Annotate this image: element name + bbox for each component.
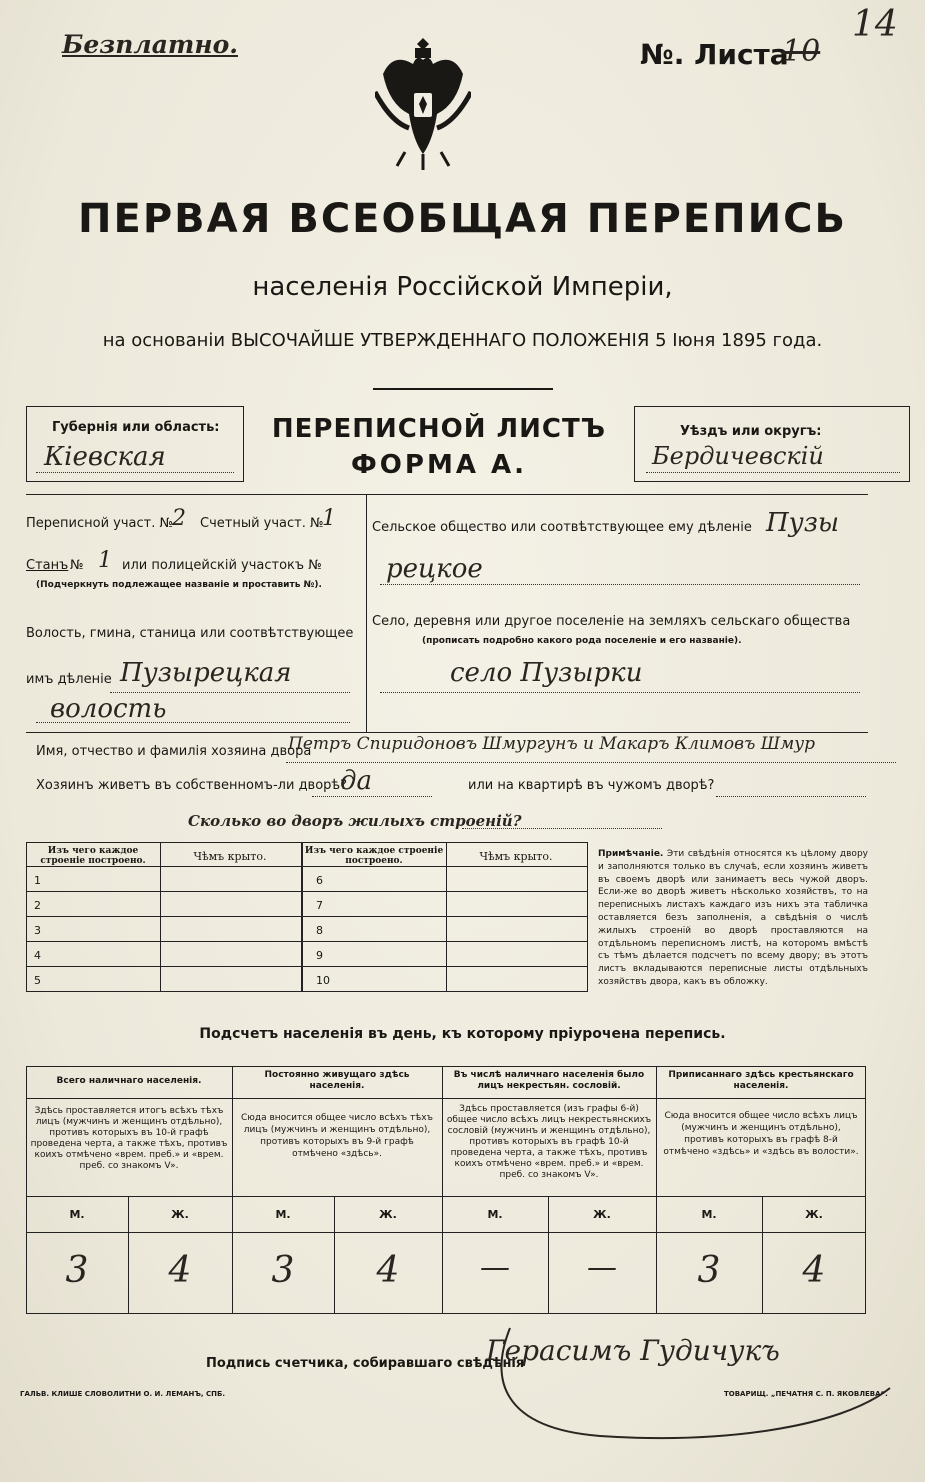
pop-col-head: Постоянно живущаго здѣсь населенія. bbox=[264, 1070, 410, 1091]
pop-male-value[interactable]: — bbox=[480, 1250, 510, 1285]
row-number: 3 bbox=[34, 924, 41, 937]
pop-female-value[interactable]: 4 bbox=[168, 1250, 192, 1291]
province-value[interactable]: Кіевская bbox=[44, 442, 166, 472]
society-label: Сельское общество или соотвѣтствующее ему дѣленіе bbox=[372, 520, 752, 535]
pop-male-value[interactable]: 3 bbox=[271, 1250, 295, 1291]
row-number: 4 bbox=[34, 949, 41, 962]
form-name: ФОРМА А. bbox=[351, 450, 527, 480]
society-value-1[interactable]: Пузы bbox=[766, 508, 840, 538]
row-number: 8 bbox=[316, 924, 323, 937]
row-number: 2 bbox=[34, 899, 41, 912]
enumerator-signature[interactable]: Герасимъ Гудичукъ bbox=[486, 1334, 780, 1367]
main-title: ПЕРВАЯ ВСЕОБЩАЯ ПЕРЕПИСЬ bbox=[78, 196, 847, 242]
row-number: 9 bbox=[316, 949, 323, 962]
sheet-number-label: №. Листа bbox=[640, 38, 789, 71]
volost-label-2: имъ дѣленіе bbox=[26, 672, 112, 687]
stan-no-label: № bbox=[70, 558, 84, 573]
pop-female-value[interactable]: 4 bbox=[376, 1250, 400, 1291]
female-label: Ж. bbox=[171, 1208, 189, 1221]
owns-yard-label: Хозяинъ живетъ въ собственномъ-ли дворѣ? bbox=[36, 778, 348, 793]
pop-male-value[interactable]: 3 bbox=[697, 1250, 721, 1291]
imperial-eagle-emblem-icon bbox=[375, 34, 471, 174]
male-label: М. bbox=[69, 1208, 85, 1221]
volost-value-2[interactable]: волость bbox=[50, 694, 167, 724]
police-label: или полицейскій участокъ № bbox=[122, 558, 322, 573]
signature-label: Подпись счетчика, собиравшаго свѣдѣнія bbox=[206, 1356, 525, 1371]
district-label: Уѣздъ или округъ: bbox=[680, 424, 822, 439]
pop-col-desc: Здѣсь проставляется итогъ всѣхъ тѣхъ лицъ (мужчинъ и женщинъ отдѣльно), противъ которыхъ въ 10-й графѣ проведена черта, а также тѣхъ, противъ коихъ отмѣчено «врем. преб.» и «врем. преб. со знакомъ V». bbox=[30, 1106, 228, 1171]
census-area-label: Переписной участ. № bbox=[26, 516, 173, 531]
pop-col-desc: Сюда вносится общее число всѣхъ тѣхъ лицъ (мужчинъ и женщинъ отдѣльно), противъ которыхъ въ 9-й графѣ отмѣчено «здѣсь». bbox=[241, 1113, 433, 1159]
pop-col-head: Въ числѣ наличнаго населенія было лицъ некрестьян. сословій. bbox=[453, 1070, 645, 1091]
pop-col-desc: Сюда вносится общее число всѣхъ лицъ (мужчинъ и женщинъ отдѣльно), противъ которыхъ въ графѣ 8-й отмѣчено «здѣсь» и «здѣсь въ волости». bbox=[663, 1111, 859, 1157]
note-block bbox=[598, 848, 868, 989]
pop-col-desc: Здѣсь проставляется (изъ графы 6-й) общее число всѣхъ лицъ некрестьянскихъ сословій (мужчинъ и женщинъ отдѣльно), противъ которыхъ въ графѣ 10-й проведена черта, а также тѣхъ, противъ коихъ отмѣчено «врем. преб.» и «врем. преб. со знакомъ V». bbox=[446, 1104, 652, 1180]
buildings-col-roof: Чѣмъ крыто. bbox=[479, 850, 553, 863]
form-title: ПЕРЕПИСНОЙ ЛИСТЪ bbox=[271, 414, 607, 444]
note-text: Эти свѣдѣнія относятся къ цѣлому двору и заполняются только въ случаѣ, если хозяинъ живетъ въ своемъ дворѣ или занимаетъ весь чужой дворъ. Если-же во дворѣ живетъ нѣсколько хозяйствъ, то на переписныхъ листахъ каждаго изъ нихъ эта табличка оставляется безъ заполненія, а свѣдѣнія о числѣ жилыхъ строеній во дворѣ проставляются на отдѣльномъ переписномъ листѣ, на которомъ вмѣстѣ съ тѣмъ дѣлается подсчетъ по всему двору; въ этотъ листъ вкладываются переписные листы отдѣльныхъ хозяйствъ двора, какъ въ обложку. bbox=[598, 849, 868, 987]
female-label: Ж. bbox=[593, 1208, 611, 1221]
count-area-value[interactable]: 1 bbox=[322, 506, 336, 531]
male-label: М. bbox=[275, 1208, 291, 1221]
census-area-value[interactable]: 2 bbox=[172, 506, 186, 531]
district-value[interactable]: Бердичевскій bbox=[652, 442, 824, 470]
buildings-col-roof: Чѣмъ крыто. bbox=[193, 850, 267, 863]
free-label: Безплатно. bbox=[62, 30, 238, 59]
pop-female-value[interactable]: — bbox=[587, 1250, 617, 1285]
row-number: 10 bbox=[316, 974, 330, 987]
village-note: (прописать подробно какого рода поселеніе и его названіе). bbox=[422, 636, 742, 646]
owns-yard-value[interactable]: да bbox=[340, 766, 372, 796]
male-label: М. bbox=[701, 1208, 717, 1221]
underline-note: (Подчеркнуть подлежащее названіе и проставить №). bbox=[36, 580, 322, 590]
subtitle: населенія Россійской Имперіи, bbox=[252, 272, 673, 302]
rents-label: или на квартирѣ въ чужомъ дворѣ? bbox=[468, 778, 715, 793]
signature-flourish-icon bbox=[480, 1318, 900, 1448]
village-value[interactable]: село Пузырки bbox=[450, 658, 643, 688]
row-number: 6 bbox=[316, 874, 323, 887]
sheet-number-value: 10 bbox=[782, 34, 821, 69]
ornament-divider bbox=[373, 385, 553, 393]
village-label: Село, деревня или другое поселеніе на земляхъ сельскаго общества bbox=[372, 614, 851, 629]
stan-value[interactable]: 1 bbox=[98, 548, 112, 573]
owner-name-label: Имя, отчество и фамилія хозяина двора bbox=[36, 744, 312, 759]
province-label: Губернія или область: bbox=[52, 420, 220, 435]
female-label: Ж. bbox=[805, 1208, 823, 1221]
owner-name-value[interactable]: Петръ Спиридоновъ Шмургунъ и Макаръ Климовъ Шмур bbox=[288, 734, 815, 754]
volost-label-1: Волость, гмина, станица или соотвѣтствующее bbox=[26, 626, 354, 641]
pop-female-value[interactable]: 4 bbox=[802, 1250, 826, 1291]
count-area-label: Счетный участ. № bbox=[200, 516, 324, 531]
buildings-col-material: Изъ чего каждое строеніе построено. bbox=[304, 846, 444, 866]
buildings-col-material: Изъ чего каждое строеніе построено. bbox=[40, 846, 146, 866]
row-number: 1 bbox=[34, 874, 41, 887]
male-label: М. bbox=[487, 1208, 503, 1221]
pop-col-head: Приписаннаго здѣсь крестьянскаго населенія. bbox=[668, 1070, 854, 1091]
society-value-2[interactable]: рецкое bbox=[386, 554, 483, 584]
buildings-question: Сколько во дворъ жилыхъ строеній? bbox=[188, 812, 522, 830]
row-number: 7 bbox=[316, 899, 323, 912]
pop-col-head: Всего наличнаго населенія. bbox=[56, 1076, 202, 1086]
note-heading: Примѣчаніе. bbox=[598, 849, 664, 859]
stan-label: Станъ bbox=[26, 558, 69, 573]
footer-left: ГАЛЬВ. КЛИШЕ СЛОВОЛИТНИ О. И. ЛЕМАНЪ, СПБ. bbox=[20, 1390, 226, 1398]
row-number: 5 bbox=[34, 974, 41, 987]
legal-basis: на основаніи ВЫСОЧАЙШЕ УТВЕРЖДЕННАГО ПОЛОЖЕНІЯ 5 Іюня 1895 года. bbox=[102, 330, 823, 351]
population-title: Подсчетъ населенія въ день, къ которому пріурочена перепись. bbox=[199, 1026, 726, 1042]
volost-value-1[interactable]: Пузырецкая bbox=[120, 658, 292, 688]
female-label: Ж. bbox=[379, 1208, 397, 1221]
corner-number: 14 bbox=[852, 4, 898, 45]
pop-male-value[interactable]: 3 bbox=[65, 1250, 89, 1291]
footer-right: ТОВАРИЩ. „ПЕЧАТНЯ С. П. ЯКОВЛЕВА“. bbox=[724, 1390, 888, 1398]
